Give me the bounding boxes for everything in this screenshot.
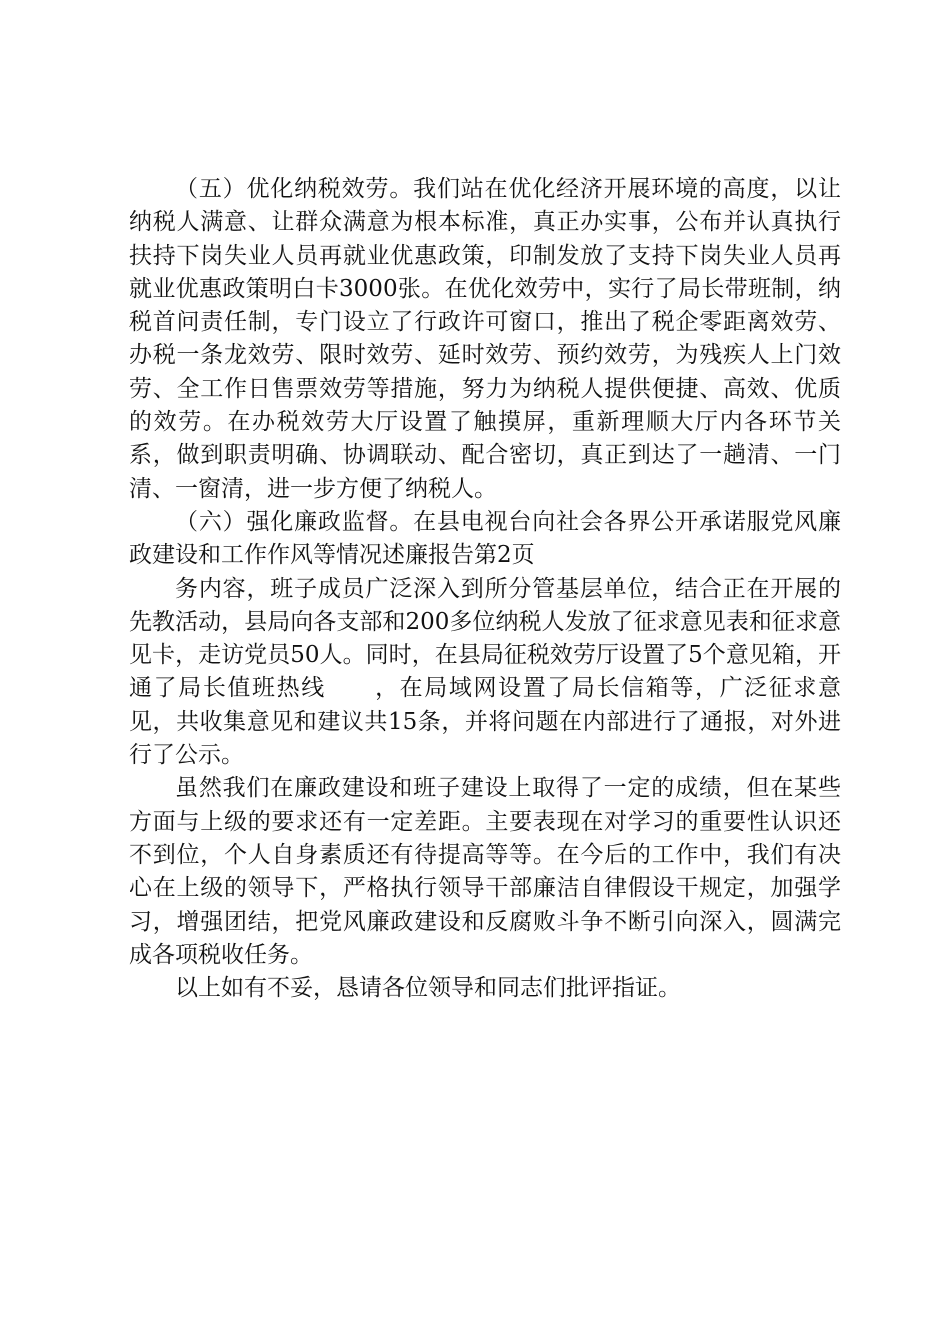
document-body bbox=[129, 173, 841, 1005]
paragraph-service-optimization: （五）优化纳税效劳。我们站在优化经济开展环境的高度，以让纳税人满意、让群众满意为根本标准，真正办实事，公布并认真执行扶持下岗失业人员再就业优惠政策，印制发放了支持下岗失业人员再就业优惠政策明白卡3000张。在优化效劳中，实行了局长带班制，纳税首问责任制，专门设立了行政许可窗口，推出了税企零距离效劳、办税一条龙效劳、限时效劳、延时效劳、预约效劳，为残疾人上门效劳、全工作日售票效劳等措施，努力为纳税人提供便捷、高效、优质的效劳。在办税效劳大厅设置了触摸屏，重新理顺大厅内各环节关系，做到职责明确、协调联动、配合密切，真正到达了一趟清、一门清、一窗清，进一步方便了纳税人。 bbox=[129, 176, 841, 502]
paragraph-feedback-collection: 务内容，班子成员广泛深入到所分管基层单位，结合正在开展的先教活动，县局向各支部和200多位纳税人发放了征求意见表和征求意见卡，走访党员50人。同时，在县局征税效劳厅设置了5个意见箱，开通了局长值班热线 ，在局域网设置了局长信箱等，广泛征求意见，共收集意见和建议共15条，并将问题在内部进行了通报，对外进行了公示。 bbox=[129, 575, 841, 769]
paragraph-integrity-supervision: （六）强化廉政监督。在县电视台向社会各界公开承诺服党风廉政建设和工作作风等情况述廉报告第2页 bbox=[129, 508, 841, 569]
paragraph-closing: 以上如有不妥，恳请各位领导和同志们批评指证。 bbox=[175, 975, 681, 1002]
paragraph-shortcomings: 虽然我们在廉政建设和班子建设上取得了一定的成绩，但在某些方面与上级的要求还有一定差距。主要表现在对学习的重要性认识还不到位，个人自身素质还有待提高等等。在今后的工作中，我们有决心在上级的领导下，严格执行领导干部廉洁自律假设干规定，加强学习，增强团结，把党风廉政建设和反腐败斗争不断引向深入，圆满完成各项税收任务。 bbox=[129, 775, 841, 968]
